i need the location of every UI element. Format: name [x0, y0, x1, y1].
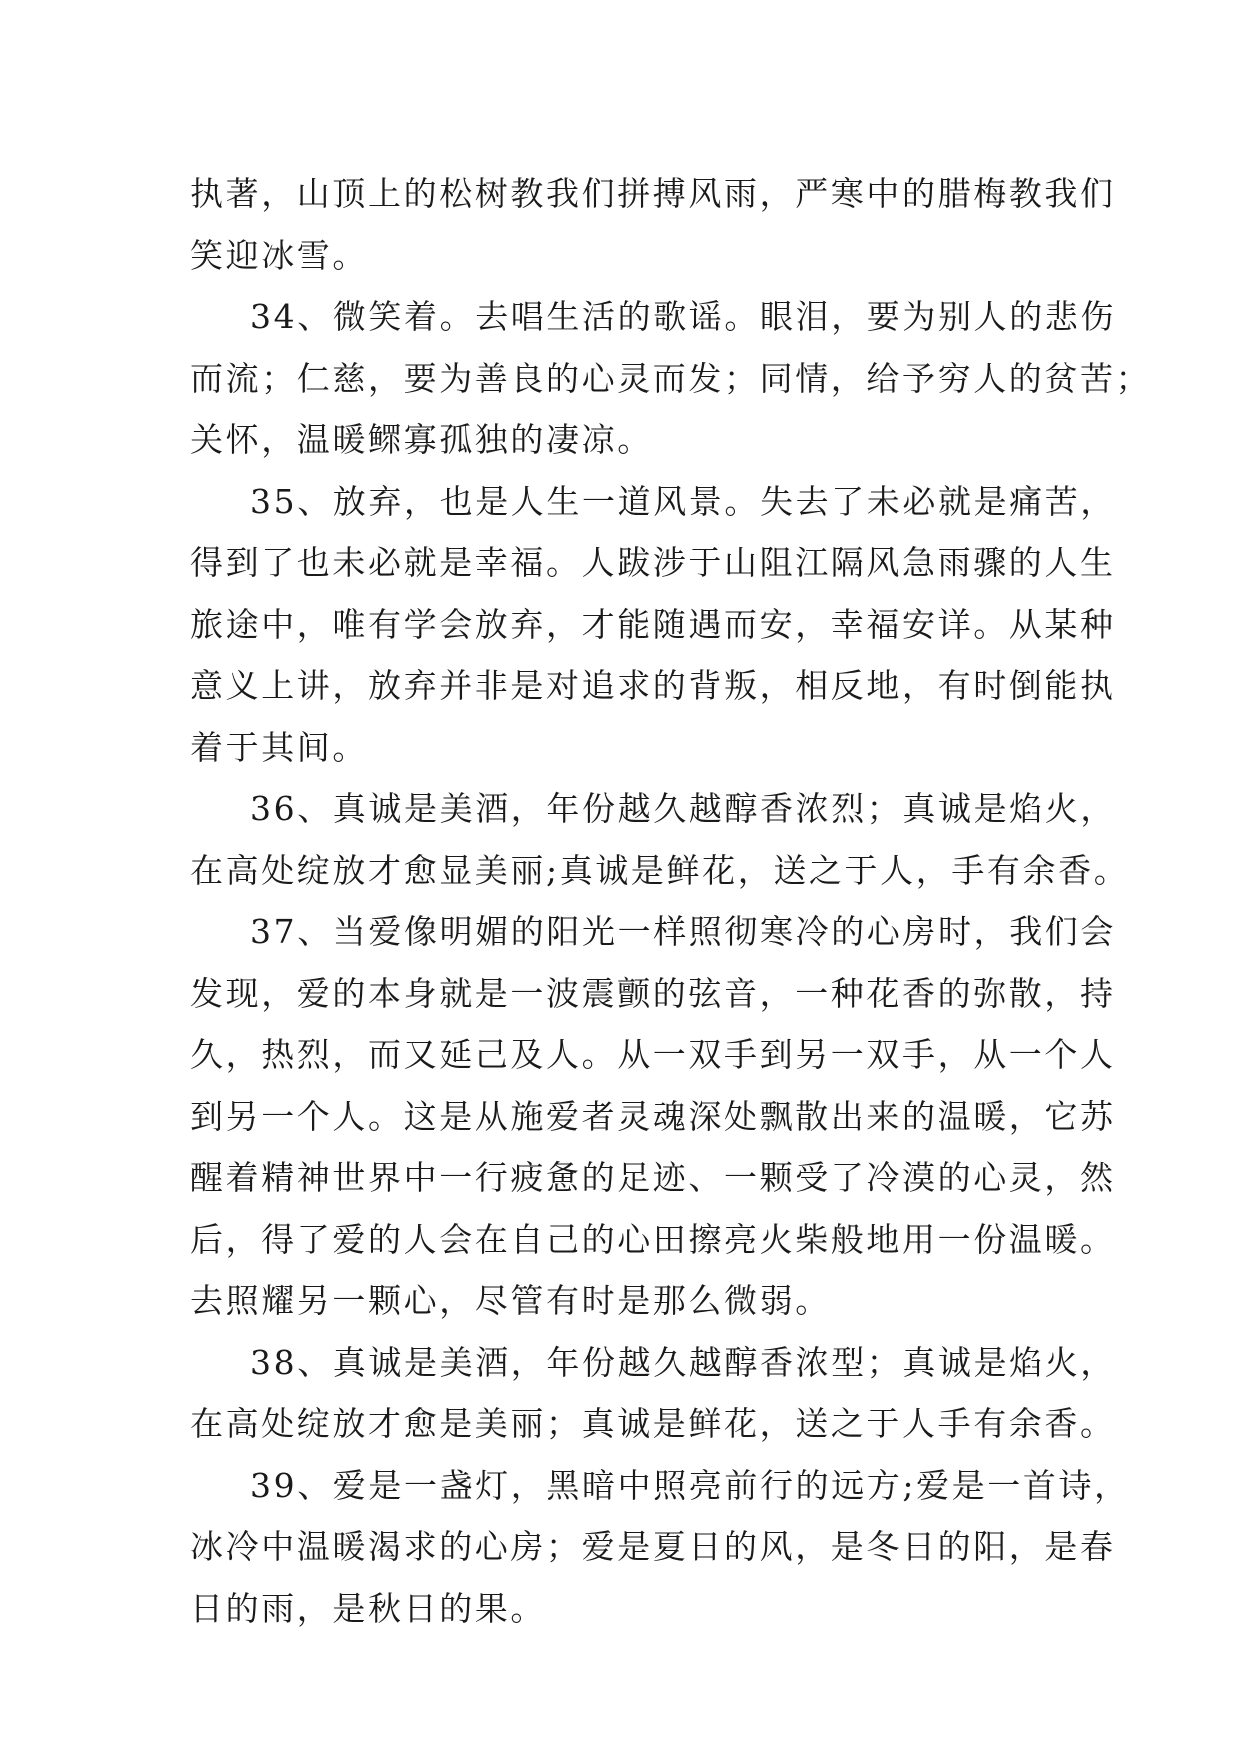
text-line: 在高处绽放才愈显美丽;真诚是鲜花，送之于人，手有余香。 [190, 850, 1130, 890]
paragraph-start-36: 36、真诚是美酒，年份越久越醇香浓烈；真诚是焰火， [250, 789, 1116, 828]
text-line: 而流；仁慈，要为善良的心灵而发；同情，给予穷人的贫苦； [190, 358, 1152, 398]
text-line: 发现，爱的本身就是一波震颤的弦音，一种花香的弥散，持 [190, 973, 1116, 1013]
paragraph-start-38: 38、真诚是美酒，年份越久越醇香浓型；真诚是焰火， [250, 1342, 1116, 1382]
paragraph-start-37: 37、当爱像明媚的阳光一样照彻寒冷的心房时，我们会 [250, 912, 1116, 951]
text-line: 得到了也未必就是幸福。人跋涉于山阻江隔风急雨骤的人生 [190, 543, 1116, 582]
text-line: 冰冷中温暖渴求的心房；爱是夏日的风，是冬日的阳，是春 [190, 1527, 1116, 1566]
text-line: 后，得了爱的人会在自己的心田擦亮火柴般地用一份温暖。 [190, 1219, 1116, 1259]
text-line: 日的雨，是秋日的果。 [190, 1588, 546, 1628]
text-line: 久，热烈，而又延己及人。从一双手到另一双手，从一个人 [190, 1035, 1116, 1074]
text-line: 着于其间。 [190, 727, 368, 767]
text-line: 醒着精神世界中一行疲惫的足迹、一颗受了冷漠的心灵，然 [190, 1158, 1116, 1197]
paragraph-start-39: 39、爱是一盏灯，黑暗中照亮前行的远方;爱是一首诗， [250, 1465, 1130, 1505]
paragraph-start-34: 34、微笑着。去唱生活的歌谣。眼泪，要为别人的悲伤 [250, 297, 1116, 336]
text-line: 执著，山顶上的松树教我们拼搏风雨，严寒中的腊梅教我们 [190, 174, 1116, 213]
text-line: 去照耀另一颗心，尽管有时是那么微弱。 [190, 1281, 831, 1320]
text-line: 意义上讲，放弃并非是对追求的背叛，相反地，有时倒能执 [190, 666, 1116, 705]
text-line: 旅途中，唯有学会放弃，才能随遇而安，幸福安详。从某种 [190, 604, 1116, 644]
paragraph-start-35: 35、放弃，也是人生一道风景。失去了未必就是痛苦， [250, 481, 1116, 521]
text-line: 关怀，温暖鳏寡孤独的凄凉。 [190, 420, 653, 459]
document-body [190, 163, 1152, 1639]
text-line: 在高处绽放才愈是美丽；真诚是鲜花，送之于人手有余香。 [190, 1404, 1116, 1443]
text-line: 到另一个人。这是从施爱者灵魂深处飘散出来的温暖，它苏 [190, 1096, 1116, 1136]
text-line: 笑迎冰雪。 [190, 235, 368, 275]
